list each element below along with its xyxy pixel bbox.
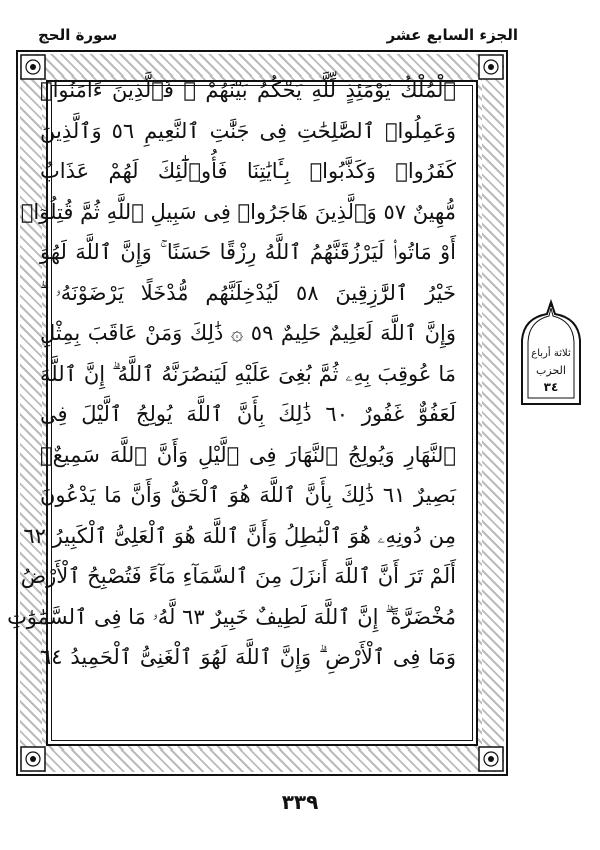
verse-line: مَا عُوقِبَ بِهِۦ ثُمَّ بُغِىَ عَلَيْهِ لَيَنصُرَنَّهُ ٱللَّهُ ۗ إِنَّ ٱللَّهَ [40,361,456,386]
verse-line: ٱلنَّهَارِ وَيُولِجُ ٱلنَّهَارَ فِى ٱلَّيْلِ وَأَنَّ ٱللَّهَ سَمِيعٌۢ [40,442,456,467]
verse-line: مُخْضَرَّةً ۗ إِنَّ ٱللَّهَ لَطِيفٌ خَبِيرٌ ٦٣ لَّهُۥ مَا فِى ٱلسَّمَٰوَٰتِ [7,604,456,629]
verse-line: كَفَرُوا۟ وَكَذَّبُوا۟ بِـَٔايَٰتِنَا فَأُو۟لَٰٓئِكَ لَهُمْ عَذَابٌ [40,159,456,183]
hizb-number: ٣٤ [543,380,559,394]
hizb-quarter-label: ثلاثة أرباع [531,348,571,359]
corner-ornament-icon [478,54,504,80]
verse-line: لَعَفُوٌّ غَفُورٌ ٦٠ ذَٰلِكَ بِأَنَّ ٱللَّهَ يُولِجُ ٱلَّيْلَ فِى [40,402,456,426]
verse-line: مُّهِينٌ ٥٧ وَٱلَّذِينَ هَاجَرُوا۟ فِى سَبِيلِ ٱللَّهِ ثُمَّ قُتِلُوٓا۟ [20,199,456,224]
verse-line: أَوْ مَاتُوا۟ لَيَرْزُقَنَّهُمُ ٱللَّهُ رِزْقًا حَسَنًا ۚ وَإِنَّ ٱللَّهَ لَهُوَ [40,240,456,264]
page-header [0,18,600,52]
surah-title: سورة الحج [38,26,118,44]
verse-line: وَإِنَّ ٱللَّهَ لَعَلِيمٌ حَلِيمٌ ٥٩ ۞ ذَٰلِكَ وَمَنْ عَاقَبَ بِمِثْلِ [40,321,456,345]
corner-ornament-icon [20,746,46,772]
verse-line: ٱلْمُلْكُ يَوْمَئِذٍ لِّلَّهِ يَحْكُمُ بَيْنَهُمْ ۚ فَٱلَّذِينَ ءَامَنُوا۟ [40,78,456,102]
verse-line: أَلَمْ تَرَ أَنَّ ٱللَّهَ أَنزَلَ مِنَ ٱلسَّمَآءِ مَآءً فَتُصْبِحُ ٱلْأَرْضُ [20,564,456,588]
verse-line: وَمَا فِى ٱلْأَرْضِ ۗ وَإِنَّ ٱللَّهَ لَهُوَ ٱلْغَنِىُّ ٱلْحَمِيدُ ٦٤ [40,645,456,669]
verse-line: خَيْرُ ٱلرَّٰزِقِينَ ٥٨ لَيُدْخِلَنَّهُم مُّدْخَلًا يَرْضَوْنَهُۥ ۗ [40,280,456,305]
verse-line: وَعَمِلُوا۟ ٱلصَّٰلِحَٰتِ فِى جَنَّٰتِ ٱلنَّعِيمِ ٥٦ وَٱلَّذِينَ [40,118,457,143]
corner-ornament-icon [478,746,504,772]
verse-line: بَصِيرٌ ٦١ ذَٰلِكَ بِأَنَّ ٱللَّهَ هُوَ ٱلْحَقُّ وَأَنَّ مَا يَدْعُونَ [40,483,457,507]
hizb-label: الحزب [536,364,566,377]
juz-title: الجزء السابع عشر [386,26,518,44]
verse-text-area [7,70,457,728]
page-number: ٣٣٩ [281,790,319,814]
verse-line: مِن دُونِهِۦ هُوَ ٱلْبَٰطِلُ وَأَنَّ ٱللَّهَ هُوَ ٱلْعَلِىُّ ٱلْكَبِيرُ ٦٢ [23,523,456,548]
